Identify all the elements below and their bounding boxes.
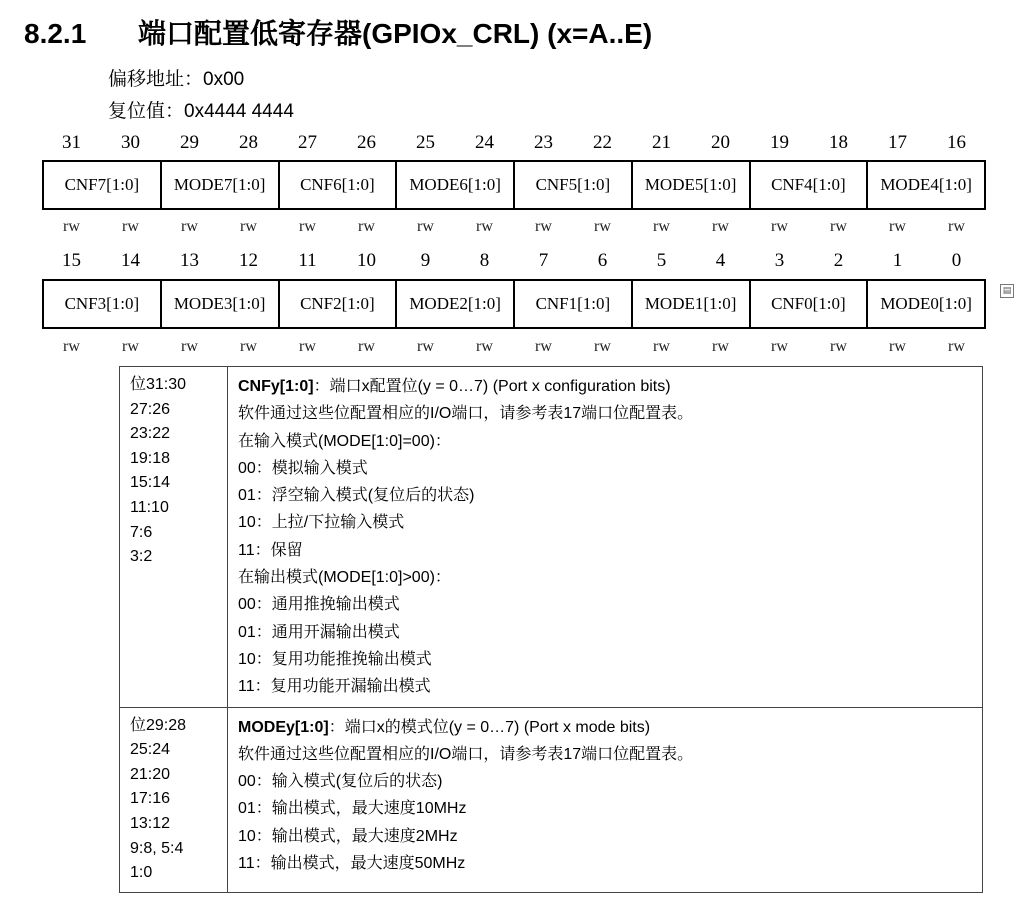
bit-range: 位29:28: [130, 716, 187, 734]
cnf-field-name: CNFy[1:0]: [238, 378, 314, 395]
upper-bit-numbers: [42, 132, 986, 154]
bit-number: 2: [833, 250, 844, 271]
bit-number: 4: [715, 250, 726, 271]
cnf-summary: ：端口x配置位(y = 0…7) (Port x configuration bits): [313, 378, 671, 395]
lower-register-fields: [42, 279, 986, 329]
bit-description-table: [119, 366, 983, 893]
register-field: MODE7[1:0]: [160, 162, 278, 208]
lower-access-row: [42, 338, 986, 356]
access-type: rw: [417, 338, 434, 355]
bit-number: 9: [420, 250, 431, 271]
register-field: MODE5[1:0]: [631, 162, 749, 208]
bit-range: 19:18: [130, 449, 171, 467]
access-type: rw: [535, 218, 552, 235]
bit-number: 29: [180, 132, 199, 153]
bit-number: 10: [357, 250, 376, 271]
access-type: rw: [830, 338, 847, 355]
description-line: 软件通过这些位配置相应的I/O端口，请参考表17端口位配置表。: [238, 405, 694, 423]
bit-number: 8: [479, 250, 490, 271]
bit-range: 1:0: [130, 864, 153, 882]
mode-field-name: MODEy[1:0]: [238, 718, 329, 736]
description-line: 11：复用功能开漏输出模式: [238, 678, 431, 696]
section-title: 端口配置低寄存器(GPIOx_CRL) (x=A..E): [138, 18, 653, 49]
description-line: 01：输出模式，最大速度10MHz: [238, 800, 467, 818]
section-number: 8.2.1: [24, 18, 87, 49]
bit-number: 0: [951, 250, 962, 271]
bit-number: 17: [888, 132, 907, 153]
upper-register-fields: [42, 160, 986, 210]
description-line: 01：浮空输入模式(复位后的状态): [238, 487, 475, 505]
access-type: rw: [122, 338, 139, 355]
access-type: rw: [122, 218, 139, 235]
bit-number: 24: [475, 132, 494, 153]
bit-range: 27:26: [130, 400, 171, 418]
bit-range: 13:12: [130, 814, 171, 832]
description-line: 10：上拉/下拉输入模式: [238, 514, 405, 532]
access-type: rw: [771, 338, 788, 355]
bit-number: 6: [597, 250, 608, 271]
bit-number: 7: [538, 250, 549, 271]
register-field: CNF1[1:0]: [513, 281, 631, 327]
bit-range: 3:2: [130, 548, 153, 566]
access-type: rw: [712, 218, 729, 235]
access-type: rw: [948, 218, 965, 235]
bit-number: 23: [534, 132, 553, 153]
access-type: rw: [240, 218, 257, 235]
table-row: [120, 367, 983, 708]
description-line: 软件通过这些位配置相应的I/O端口，请参考表17端口位配置表。: [238, 745, 694, 763]
upper-access-row: [42, 218, 986, 236]
bit-range: 17:16: [130, 790, 171, 808]
bit-number: 25: [416, 132, 435, 153]
access-type: rw: [181, 338, 198, 355]
description-line: 在输出模式(MODE[1:0]>00)：: [238, 569, 451, 587]
access-type: rw: [594, 218, 611, 235]
bit-range: 23:22: [130, 425, 171, 443]
access-type: rw: [63, 218, 80, 235]
mode-summary: ：端口x的模式位(y = 0…7) (Port x mode bits): [328, 718, 651, 736]
description-line: 10：输出模式，最大速度2MHz: [238, 827, 458, 845]
bit-number: 15: [62, 250, 81, 271]
cnf-bit-ranges: [120, 367, 228, 708]
access-type: rw: [948, 338, 965, 355]
bit-number: 30: [121, 132, 140, 153]
register-field: MODE6[1:0]: [395, 162, 513, 208]
register-field: MODE0[1:0]: [866, 281, 984, 327]
bit-range: 7:6: [130, 523, 153, 541]
bit-number: 12: [239, 250, 258, 271]
bit-number: 5: [656, 250, 667, 271]
access-type: rw: [417, 218, 434, 235]
access-type: rw: [476, 338, 493, 355]
offset-address: 偏移地址：0x00: [108, 69, 245, 90]
bit-range: 9:8, 5:4: [130, 839, 184, 857]
bit-range: 位31:30: [130, 376, 187, 393]
register-field: MODE2[1:0]: [395, 281, 513, 327]
bit-number: 20: [711, 132, 730, 153]
register-field: MODE3[1:0]: [160, 281, 278, 327]
bit-number: 22: [593, 132, 612, 153]
description-line: 在输入模式(MODE[1:0]=00)：: [238, 432, 451, 450]
description-line: 00：模拟输入模式: [238, 459, 368, 477]
bit-number: 28: [239, 132, 258, 153]
access-type: rw: [358, 338, 375, 355]
mode-description: [228, 707, 983, 892]
access-type: rw: [889, 338, 906, 355]
bit-number: 1: [892, 250, 903, 271]
bit-number: 3: [774, 250, 785, 271]
description-line: 10：复用功能推挽输出模式: [238, 650, 432, 668]
access-type: rw: [358, 218, 375, 235]
description-line: 01：通用开漏输出模式: [238, 623, 400, 641]
register-field: MODE4[1:0]: [866, 162, 984, 208]
bit-range: 11:10: [130, 498, 169, 516]
description-line: 11：保留: [238, 541, 303, 559]
access-type: rw: [594, 338, 611, 355]
table-row: [120, 707, 983, 892]
register-field: CNF3[1:0]: [64, 294, 140, 313]
access-type: rw: [476, 218, 493, 235]
bit-number: 26: [357, 132, 376, 153]
access-type: rw: [653, 218, 670, 235]
register-field: CNF5[1:0]: [513, 162, 631, 208]
register-field: CNF6[1:0]: [278, 162, 396, 208]
bit-range: 15:14: [130, 474, 171, 492]
section-heading: [24, 12, 652, 52]
bit-number: 21: [652, 132, 671, 153]
reset-value: 复位值：0x4444 4444: [108, 101, 294, 122]
lower-bit-numbers: [42, 250, 986, 272]
register-field: MODE1[1:0]: [631, 281, 749, 327]
register-field: CNF4[1:0]: [749, 162, 867, 208]
description-line: 00：通用推挽输出模式: [238, 596, 400, 614]
bit-number: 13: [180, 250, 199, 271]
bit-number: 16: [947, 132, 966, 153]
bit-number: 11: [298, 250, 317, 271]
register-field: CNF7[1:0]: [64, 175, 140, 194]
bit-number: 19: [770, 132, 789, 153]
access-type: rw: [830, 218, 847, 235]
access-type: rw: [240, 338, 257, 355]
access-type: rw: [181, 218, 198, 235]
access-type: rw: [889, 218, 906, 235]
description-line: 00：输入模式(复位后的状态): [238, 773, 443, 791]
register-field: CNF0[1:0]: [749, 281, 867, 327]
bit-range: 21:20: [130, 765, 171, 783]
register-field: CNF2[1:0]: [278, 281, 396, 327]
cnf-description: [228, 367, 983, 708]
mode-bit-ranges: [120, 707, 228, 892]
access-type: rw: [299, 218, 316, 235]
bit-number: 31: [62, 132, 81, 153]
access-type: rw: [712, 338, 729, 355]
access-type: rw: [535, 338, 552, 355]
bit-number: 14: [121, 250, 140, 271]
access-type: rw: [299, 338, 316, 355]
access-type: rw: [771, 218, 788, 235]
table-icon[interactable]: ▤: [1000, 284, 1014, 298]
access-type: rw: [653, 338, 670, 355]
bit-number: 27: [298, 132, 317, 153]
description-line: 11：输出模式，最大速度50MHz: [238, 855, 466, 873]
bit-number: 18: [829, 132, 848, 153]
access-type: rw: [63, 338, 80, 355]
bit-range: 25:24: [130, 741, 171, 759]
